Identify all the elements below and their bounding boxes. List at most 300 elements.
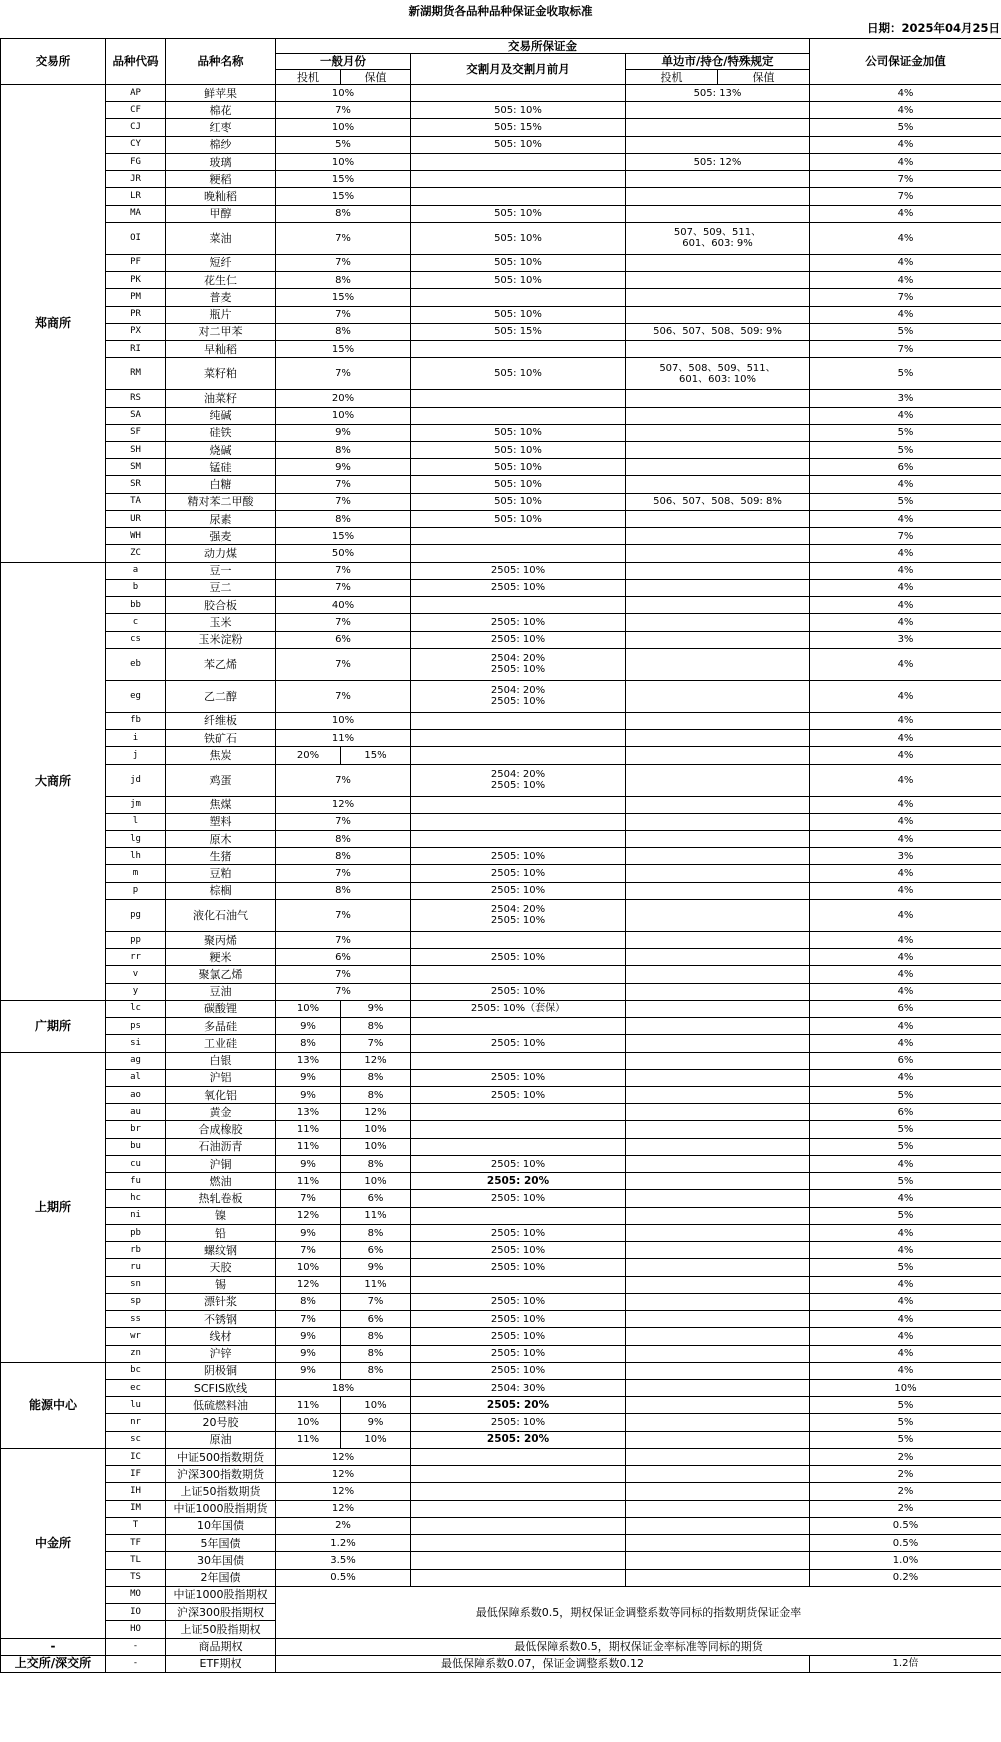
code-cell: jd bbox=[106, 764, 166, 796]
delivery-margin-cell bbox=[411, 289, 626, 306]
single-side-cell bbox=[626, 1311, 810, 1328]
header-single-spec: 投机 bbox=[626, 70, 718, 85]
code-cell: ag bbox=[106, 1052, 166, 1069]
single-side-cell bbox=[626, 510, 810, 527]
name-cell: 豆油 bbox=[166, 983, 276, 1000]
name-cell: 铅 bbox=[166, 1224, 276, 1241]
delivery-margin-cell: 505: 10% bbox=[411, 358, 626, 390]
general-margin-cell: 20% bbox=[276, 390, 411, 407]
delivery-margin-cell bbox=[411, 390, 626, 407]
delivery-margin-cell bbox=[411, 1500, 626, 1517]
company-add-cell: 4% bbox=[810, 136, 1001, 153]
delivery-margin-cell: 505: 10% bbox=[411, 476, 626, 493]
table-row bbox=[1, 1362, 1001, 1379]
code-cell: lc bbox=[106, 1000, 166, 1017]
table-row bbox=[1, 1431, 1001, 1448]
code-cell: TS bbox=[106, 1569, 166, 1586]
general-margin-cell: 10% bbox=[276, 85, 411, 102]
hedge-margin-cell: 8% bbox=[341, 1345, 411, 1362]
company-add-cell: 4% bbox=[810, 476, 1001, 493]
table-row bbox=[1, 1552, 1001, 1569]
single-side-cell bbox=[626, 1466, 810, 1483]
delivery-margin-cell: 2505: 10% bbox=[411, 614, 626, 631]
delivery-margin-cell bbox=[411, 730, 626, 747]
table-row bbox=[1, 441, 1001, 458]
company-add-cell: 5% bbox=[810, 1138, 1001, 1155]
code-cell: eb bbox=[106, 648, 166, 680]
company-add-cell: 4% bbox=[810, 882, 1001, 899]
delivery-margin-cell: 2505: 10% bbox=[411, 579, 626, 596]
table-row bbox=[1, 1259, 1001, 1276]
code-cell: rr bbox=[106, 949, 166, 966]
delivery-margin-cell bbox=[411, 1276, 626, 1293]
name-cell: 原油 bbox=[166, 1431, 276, 1448]
single-side-cell bbox=[626, 1569, 810, 1586]
general-margin-cell: 7% bbox=[276, 764, 411, 796]
name-cell: 棉花 bbox=[166, 102, 276, 119]
company-add-cell: 5% bbox=[810, 424, 1001, 441]
name-cell: 螺纹钢 bbox=[166, 1242, 276, 1259]
code-cell: br bbox=[106, 1121, 166, 1138]
delivery-margin-cell bbox=[411, 1138, 626, 1155]
general-margin-cell: 15% bbox=[276, 171, 411, 188]
spec-margin-cell: 11% bbox=[276, 1138, 341, 1155]
table-row bbox=[1, 407, 1001, 424]
name-cell: 热轧卷板 bbox=[166, 1190, 276, 1207]
single-side-cell bbox=[626, 1018, 810, 1035]
table-row bbox=[1, 1414, 1001, 1431]
name-cell: 中证1000股指期货 bbox=[166, 1500, 276, 1517]
delivery-margin-cell bbox=[411, 407, 626, 424]
code-cell: RM bbox=[106, 358, 166, 390]
delivery-margin-cell bbox=[411, 1052, 626, 1069]
delivery-margin-cell: 505: 10% bbox=[411, 254, 626, 271]
name-cell: 石油沥青 bbox=[166, 1138, 276, 1155]
table-row bbox=[1, 1052, 1001, 1069]
exchange-cell: - bbox=[1, 1638, 106, 1655]
company-add-cell: 1.2倍 bbox=[810, 1655, 1001, 1672]
name-cell: 动力煤 bbox=[166, 545, 276, 562]
single-side-cell bbox=[626, 1483, 810, 1500]
code-cell: IH bbox=[106, 1483, 166, 1500]
name-cell: 瓶片 bbox=[166, 306, 276, 323]
code-cell: CY bbox=[106, 136, 166, 153]
table-row bbox=[1, 1466, 1001, 1483]
single-side-cell bbox=[626, 306, 810, 323]
hedge-margin-cell: 15% bbox=[341, 747, 411, 764]
name-cell: 中证500指数期货 bbox=[166, 1448, 276, 1465]
code-cell: sn bbox=[106, 1276, 166, 1293]
spec-margin-cell: 7% bbox=[276, 1311, 341, 1328]
company-add-cell: 7% bbox=[810, 341, 1001, 358]
company-add-cell: 4% bbox=[810, 1276, 1001, 1293]
code-cell: SH bbox=[106, 441, 166, 458]
name-cell: 普麦 bbox=[166, 289, 276, 306]
table-row bbox=[1, 865, 1001, 882]
general-margin-cell: 8% bbox=[276, 882, 411, 899]
code-cell: RI bbox=[106, 341, 166, 358]
table-row bbox=[1, 254, 1001, 271]
table-row bbox=[1, 289, 1001, 306]
company-add-cell: 3% bbox=[810, 848, 1001, 865]
code-cell: si bbox=[106, 1035, 166, 1052]
single-side-cell bbox=[626, 272, 810, 289]
single-side-cell bbox=[626, 949, 810, 966]
code-cell: lg bbox=[106, 830, 166, 847]
delivery-margin-cell: 2505: 10% bbox=[411, 1035, 626, 1052]
table-row bbox=[1, 1035, 1001, 1052]
delivery-margin-cell bbox=[411, 747, 626, 764]
delivery-margin-cell: 2505: 10% bbox=[411, 949, 626, 966]
name-cell: 燃油 bbox=[166, 1173, 276, 1190]
delivery-margin-cell bbox=[411, 1569, 626, 1586]
general-margin-cell: 6% bbox=[276, 631, 411, 648]
general-margin-cell: 12% bbox=[276, 1500, 411, 1517]
header-company-add: 公司保证金加值 bbox=[810, 39, 1001, 85]
company-add-cell: 7% bbox=[810, 171, 1001, 188]
general-margin-cell: 8% bbox=[276, 323, 411, 340]
company-add-cell: 5% bbox=[810, 119, 1001, 136]
single-side-cell bbox=[626, 882, 810, 899]
single-side-cell bbox=[626, 289, 810, 306]
hedge-margin-cell: 12% bbox=[341, 1052, 411, 1069]
spec-margin-cell: 13% bbox=[276, 1052, 341, 1069]
name-cell: 玻璃 bbox=[166, 153, 276, 170]
single-side-cell bbox=[626, 899, 810, 931]
company-add-cell: 4% bbox=[810, 949, 1001, 966]
company-add-cell: 0.5% bbox=[810, 1517, 1001, 1534]
company-add-cell: 4% bbox=[810, 1293, 1001, 1310]
single-side-cell bbox=[626, 813, 810, 830]
company-add-cell: 5% bbox=[810, 358, 1001, 390]
name-cell: 合成橡胶 bbox=[166, 1121, 276, 1138]
code-cell: j bbox=[106, 747, 166, 764]
single-side-cell bbox=[626, 1000, 810, 1017]
company-add-cell: 4% bbox=[810, 254, 1001, 271]
single-side-cell bbox=[626, 205, 810, 222]
code-cell: IF bbox=[106, 1466, 166, 1483]
code-cell: nr bbox=[106, 1414, 166, 1431]
exchange-cell: 郑商所 bbox=[1, 85, 106, 563]
delivery-margin-cell: 2504: 20% 2505: 10% bbox=[411, 764, 626, 796]
general-margin-cell: 5% bbox=[276, 136, 411, 153]
general-margin-cell: 1.2% bbox=[276, 1535, 411, 1552]
company-add-cell: 4% bbox=[810, 579, 1001, 596]
single-side-cell bbox=[626, 1448, 810, 1465]
general-margin-cell: 8% bbox=[276, 441, 411, 458]
company-add-cell: 4% bbox=[810, 1155, 1001, 1172]
delivery-margin-cell: 505: 10% bbox=[411, 205, 626, 222]
company-add-cell: 6% bbox=[810, 459, 1001, 476]
code-cell: c bbox=[106, 614, 166, 631]
company-add-cell: 4% bbox=[810, 545, 1001, 562]
company-add-cell: 1.0% bbox=[810, 1552, 1001, 1569]
single-side-cell bbox=[626, 597, 810, 614]
header-name: 品种名称 bbox=[166, 39, 276, 85]
name-cell: 原木 bbox=[166, 830, 276, 847]
spec-margin-cell: 9% bbox=[276, 1362, 341, 1379]
table-row bbox=[1, 390, 1001, 407]
single-side-cell bbox=[626, 614, 810, 631]
company-add-cell: 6% bbox=[810, 1000, 1001, 1017]
code-cell: JR bbox=[106, 171, 166, 188]
name-cell: 纯碱 bbox=[166, 407, 276, 424]
single-side-cell bbox=[626, 848, 810, 865]
code-cell: PM bbox=[106, 289, 166, 306]
general-margin-cell: 2% bbox=[276, 1517, 411, 1534]
name-cell: ETF期权 bbox=[166, 1655, 276, 1672]
delivery-margin-cell bbox=[411, 171, 626, 188]
company-add-cell: 3% bbox=[810, 631, 1001, 648]
company-add-cell: 2% bbox=[810, 1483, 1001, 1500]
delivery-margin-cell: 2505: 10% bbox=[411, 1155, 626, 1172]
code-cell: TL bbox=[106, 1552, 166, 1569]
single-side-cell bbox=[626, 102, 810, 119]
name-cell: 沪深300股指期权 bbox=[166, 1604, 276, 1621]
single-side-cell bbox=[626, 136, 810, 153]
name-cell: 不锈钢 bbox=[166, 1311, 276, 1328]
table-row bbox=[1, 882, 1001, 899]
table-row bbox=[1, 983, 1001, 1000]
spec-margin-cell: 12% bbox=[276, 1276, 341, 1293]
company-add-cell: 4% bbox=[810, 796, 1001, 813]
code-cell: TA bbox=[106, 493, 166, 510]
name-cell: 粳稻 bbox=[166, 171, 276, 188]
hedge-margin-cell: 7% bbox=[341, 1293, 411, 1310]
company-add-cell: 5% bbox=[810, 323, 1001, 340]
single-side-cell bbox=[626, 119, 810, 136]
company-add-cell: 4% bbox=[810, 865, 1001, 882]
company-add-cell: 4% bbox=[810, 830, 1001, 847]
code-cell: l bbox=[106, 813, 166, 830]
general-margin-cell: 12% bbox=[276, 1466, 411, 1483]
delivery-margin-cell: 505: 10% bbox=[411, 272, 626, 289]
table-row bbox=[1, 1000, 1001, 1017]
company-add-cell: 2% bbox=[810, 1448, 1001, 1465]
table-row bbox=[1, 1535, 1001, 1552]
table-row bbox=[1, 1104, 1001, 1121]
code-cell: ao bbox=[106, 1087, 166, 1104]
delivery-margin-cell: 2505: 10% bbox=[411, 1311, 626, 1328]
general-margin-cell: 8% bbox=[276, 848, 411, 865]
single-side-cell bbox=[626, 1517, 810, 1534]
spec-margin-cell: 7% bbox=[276, 1190, 341, 1207]
single-side-cell bbox=[626, 1242, 810, 1259]
code-cell: bc bbox=[106, 1362, 166, 1379]
table-row bbox=[1, 476, 1001, 493]
name-cell: 聚氯乙烯 bbox=[166, 966, 276, 983]
delivery-margin-cell: 2505: 10% bbox=[411, 1259, 626, 1276]
delivery-margin-cell: 2505: 20% bbox=[411, 1173, 626, 1190]
single-side-cell bbox=[626, 1276, 810, 1293]
delivery-margin-cell: 2505: 10% bbox=[411, 631, 626, 648]
single-side-cell bbox=[626, 1293, 810, 1310]
hedge-margin-cell: 7% bbox=[341, 1035, 411, 1052]
single-side-cell bbox=[626, 1328, 810, 1345]
delivery-margin-cell bbox=[411, 1552, 626, 1569]
general-margin-cell: 7% bbox=[276, 358, 411, 390]
delivery-margin-cell: 2505: 10% bbox=[411, 865, 626, 882]
general-margin-cell: 12% bbox=[276, 796, 411, 813]
table-row bbox=[1, 1328, 1001, 1345]
sheet-date: 日期：2025年04月25日 bbox=[866, 21, 1000, 35]
delivery-margin-cell: 505: 10% bbox=[411, 493, 626, 510]
general-margin-cell: 8% bbox=[276, 205, 411, 222]
delivery-margin-cell bbox=[411, 966, 626, 983]
exchange-cell: 上交所/深交所 bbox=[1, 1655, 106, 1672]
general-margin-cell: 7% bbox=[276, 813, 411, 830]
company-add-cell: 4% bbox=[810, 1362, 1001, 1379]
header-single-hedge: 保值 bbox=[718, 70, 810, 85]
hedge-margin-cell: 6% bbox=[341, 1242, 411, 1259]
table-row bbox=[1, 1517, 1001, 1534]
company-add-cell: 4% bbox=[810, 1069, 1001, 1086]
delivery-margin-cell: 2505: 10% bbox=[411, 1224, 626, 1241]
single-side-cell bbox=[626, 528, 810, 545]
single-side-cell bbox=[626, 171, 810, 188]
exchange-cell: 上期所 bbox=[1, 1052, 106, 1362]
single-side-cell bbox=[626, 1190, 810, 1207]
spec-margin-cell: 11% bbox=[276, 1173, 341, 1190]
general-margin-cell: 7% bbox=[276, 966, 411, 983]
general-margin-cell: 15% bbox=[276, 528, 411, 545]
code-cell: ss bbox=[106, 1311, 166, 1328]
table-row bbox=[1, 1638, 1001, 1655]
single-side-cell bbox=[626, 830, 810, 847]
company-add-cell: 4% bbox=[810, 1345, 1001, 1362]
table-row bbox=[1, 119, 1001, 136]
header-hedge: 保值 bbox=[341, 70, 411, 85]
code-cell: v bbox=[106, 966, 166, 983]
hedge-margin-cell: 8% bbox=[341, 1224, 411, 1241]
delivery-margin-cell bbox=[411, 1535, 626, 1552]
hedge-margin-cell: 10% bbox=[341, 1138, 411, 1155]
spec-margin-cell: 9% bbox=[276, 1069, 341, 1086]
name-cell: 10年国债 bbox=[166, 1517, 276, 1534]
code-cell: lu bbox=[106, 1397, 166, 1414]
delivery-margin-cell: 2505: 20% bbox=[411, 1431, 626, 1448]
hedge-margin-cell: 8% bbox=[341, 1018, 411, 1035]
delivery-margin-cell: 505: 10% bbox=[411, 424, 626, 441]
name-cell: 多晶硅 bbox=[166, 1018, 276, 1035]
code-cell: AP bbox=[106, 85, 166, 102]
spec-margin-cell: 9% bbox=[276, 1345, 341, 1362]
code-cell: pp bbox=[106, 931, 166, 948]
name-cell: 烧碱 bbox=[166, 441, 276, 458]
hedge-margin-cell: 9% bbox=[341, 1000, 411, 1017]
margin-table bbox=[0, 38, 1001, 1673]
company-add-cell: 10% bbox=[810, 1380, 1001, 1397]
table-row bbox=[1, 730, 1001, 747]
general-margin-cell: 7% bbox=[276, 865, 411, 882]
code-cell: PF bbox=[106, 254, 166, 271]
company-add-cell: 4% bbox=[810, 931, 1001, 948]
company-add-cell: 4% bbox=[810, 730, 1001, 747]
table-row bbox=[1, 1018, 1001, 1035]
company-add-cell: 4% bbox=[810, 597, 1001, 614]
company-add-cell: 5% bbox=[810, 1207, 1001, 1224]
single-side-cell bbox=[626, 459, 810, 476]
single-side-cell: 505: 12% bbox=[626, 153, 810, 170]
delivery-margin-cell: 2505: 10% bbox=[411, 983, 626, 1000]
single-side-cell bbox=[626, 1052, 810, 1069]
table-row bbox=[1, 459, 1001, 476]
code-cell: m bbox=[106, 865, 166, 882]
code-cell: - bbox=[106, 1638, 166, 1655]
delivery-margin-cell bbox=[411, 188, 626, 205]
table-row bbox=[1, 153, 1001, 170]
code-cell: CF bbox=[106, 102, 166, 119]
general-margin-cell: 7% bbox=[276, 931, 411, 948]
delivery-margin-cell bbox=[411, 85, 626, 102]
spec-margin-cell: 10% bbox=[276, 1000, 341, 1017]
table-row bbox=[1, 949, 1001, 966]
company-add-cell: 4% bbox=[810, 648, 1001, 680]
exchange-cell: 广期所 bbox=[1, 1000, 106, 1052]
code-cell: rb bbox=[106, 1242, 166, 1259]
delivery-margin-cell bbox=[411, 796, 626, 813]
table-row bbox=[1, 1483, 1001, 1500]
code-cell: au bbox=[106, 1104, 166, 1121]
header-exchange-margin: 交易所保证金 bbox=[276, 39, 810, 54]
general-margin-cell: 12% bbox=[276, 1448, 411, 1465]
name-cell: 线材 bbox=[166, 1328, 276, 1345]
single-side-cell bbox=[626, 764, 810, 796]
delivery-margin-cell: 505: 10% bbox=[411, 102, 626, 119]
single-side-cell bbox=[626, 1362, 810, 1379]
exchange-cell: 中金所 bbox=[1, 1448, 106, 1638]
single-side-cell bbox=[626, 865, 810, 882]
company-add-cell: 4% bbox=[810, 764, 1001, 796]
company-add-cell: 4% bbox=[810, 1242, 1001, 1259]
single-side-cell bbox=[626, 562, 810, 579]
spec-margin-cell: 8% bbox=[276, 1293, 341, 1310]
company-add-cell: 4% bbox=[810, 1311, 1001, 1328]
code-cell: PK bbox=[106, 272, 166, 289]
general-margin-cell: 8% bbox=[276, 830, 411, 847]
delivery-margin-cell: 505: 10% bbox=[411, 136, 626, 153]
single-side-cell bbox=[626, 390, 810, 407]
name-cell: 短纤 bbox=[166, 254, 276, 271]
delivery-margin-cell: 505: 10% bbox=[411, 306, 626, 323]
company-add-cell: 4% bbox=[810, 1224, 1001, 1241]
table-row bbox=[1, 1586, 1001, 1603]
table-body bbox=[1, 85, 1001, 1673]
table-row bbox=[1, 648, 1001, 680]
company-add-cell: 5% bbox=[810, 441, 1001, 458]
code-cell: TF bbox=[106, 1535, 166, 1552]
delivery-margin-cell: 2505: 10% bbox=[411, 1293, 626, 1310]
general-margin-cell: 7% bbox=[276, 648, 411, 680]
delivery-margin-cell: 2504: 30% bbox=[411, 1380, 626, 1397]
company-add-cell: 3% bbox=[810, 390, 1001, 407]
name-cell: 塑料 bbox=[166, 813, 276, 830]
general-margin-cell: 7% bbox=[276, 222, 411, 254]
company-add-cell: 4% bbox=[810, 1018, 1001, 1035]
general-margin-cell: 10% bbox=[276, 153, 411, 170]
name-cell: 上证50指数期货 bbox=[166, 1483, 276, 1500]
name-cell: 氧化铝 bbox=[166, 1087, 276, 1104]
company-add-cell: 2% bbox=[810, 1466, 1001, 1483]
general-margin-cell: 50% bbox=[276, 545, 411, 562]
single-side-cell bbox=[626, 1207, 810, 1224]
general-margin-cell: 7% bbox=[276, 983, 411, 1000]
table-row bbox=[1, 597, 1001, 614]
code-cell: cs bbox=[106, 631, 166, 648]
table-row bbox=[1, 1397, 1001, 1414]
single-side-cell bbox=[626, 631, 810, 648]
hedge-margin-cell: 11% bbox=[341, 1207, 411, 1224]
